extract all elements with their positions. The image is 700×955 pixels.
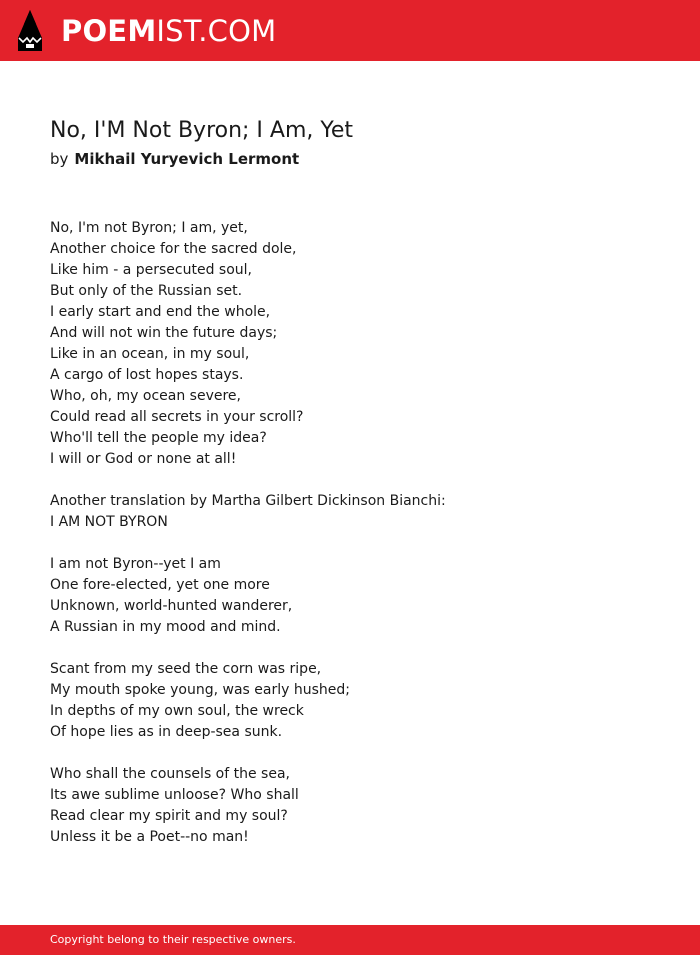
poem-line: Like in an ocean, in my soul, — [50, 346, 250, 362]
poem-line: Who'll tell the people my idea? — [50, 430, 267, 446]
poem-line: Unless it be a Poet--no man! — [50, 829, 249, 845]
site-logo[interactable] — [61, 12, 276, 50]
poem-line: Could read all secrets in your scroll? — [50, 409, 304, 425]
poem-body — [50, 218, 650, 848]
poem-line: I AM NOT BYRON — [50, 514, 168, 530]
poem-title: No, I'M Not Byron; I Am, Yet — [50, 118, 354, 143]
site-header — [0, 0, 700, 61]
poem-line: A Russian in my mood and mind. — [50, 619, 281, 635]
poem-line: One fore-elected, yet one more — [50, 577, 270, 593]
poem-line: Like him - a persecuted soul, — [50, 262, 252, 278]
author-name: Mikhail Yuryevich Lermont — [74, 150, 300, 168]
poem-line: Who shall the counsels of the sea, — [50, 766, 290, 782]
poem-line: I early start and end the whole, — [50, 304, 271, 320]
poem-line: Read clear my spirit and my soul? — [50, 808, 288, 824]
poem-line: No, I'm not Byron; I am, yet, — [50, 220, 248, 236]
poem-line: And will not win the future days; — [50, 325, 278, 341]
poem-line: Who, oh, my ocean severe, — [50, 388, 241, 404]
poem-line: Its awe sublime unloose? Who shall — [50, 787, 299, 803]
poem-line: My mouth spoke young, was early hushed; — [50, 682, 350, 698]
stanza-break — [50, 638, 650, 659]
poem-line: Of hope lies as in deep-sea sunk. — [50, 724, 283, 740]
stanza-break — [50, 743, 650, 764]
poem-line: Scant from my seed the corn was ripe, — [50, 661, 322, 677]
poem-line: I will or God or none at all! — [50, 451, 237, 467]
site-footer — [0, 925, 700, 955]
stanza-break — [50, 533, 650, 554]
copyright-text: Copyright belong to their respective owners. — [50, 933, 296, 946]
byline-prefix: by — [50, 150, 69, 168]
poem-line: Another translation by Martha Gilbert Dickinson Bianchi: — [50, 493, 446, 509]
poem-byline — [50, 148, 299, 170]
poem-line: Unknown, world-hunted wanderer, — [50, 598, 293, 614]
poem-line: But only of the Russian set. — [50, 283, 243, 299]
poem-line: Another choice for the sacred dole, — [50, 241, 297, 257]
pencil-icon[interactable] — [17, 9, 43, 52]
logo-light-text: IST.COM — [156, 14, 277, 48]
poem-line: A cargo of lost hopes stays. — [50, 367, 244, 383]
logo-bold-text: POEM — [61, 14, 157, 48]
poem-line: I am not Byron--yet I am — [50, 556, 221, 572]
stanza-break — [50, 470, 650, 491]
poem-line: In depths of my own soul, the wreck — [50, 703, 304, 719]
